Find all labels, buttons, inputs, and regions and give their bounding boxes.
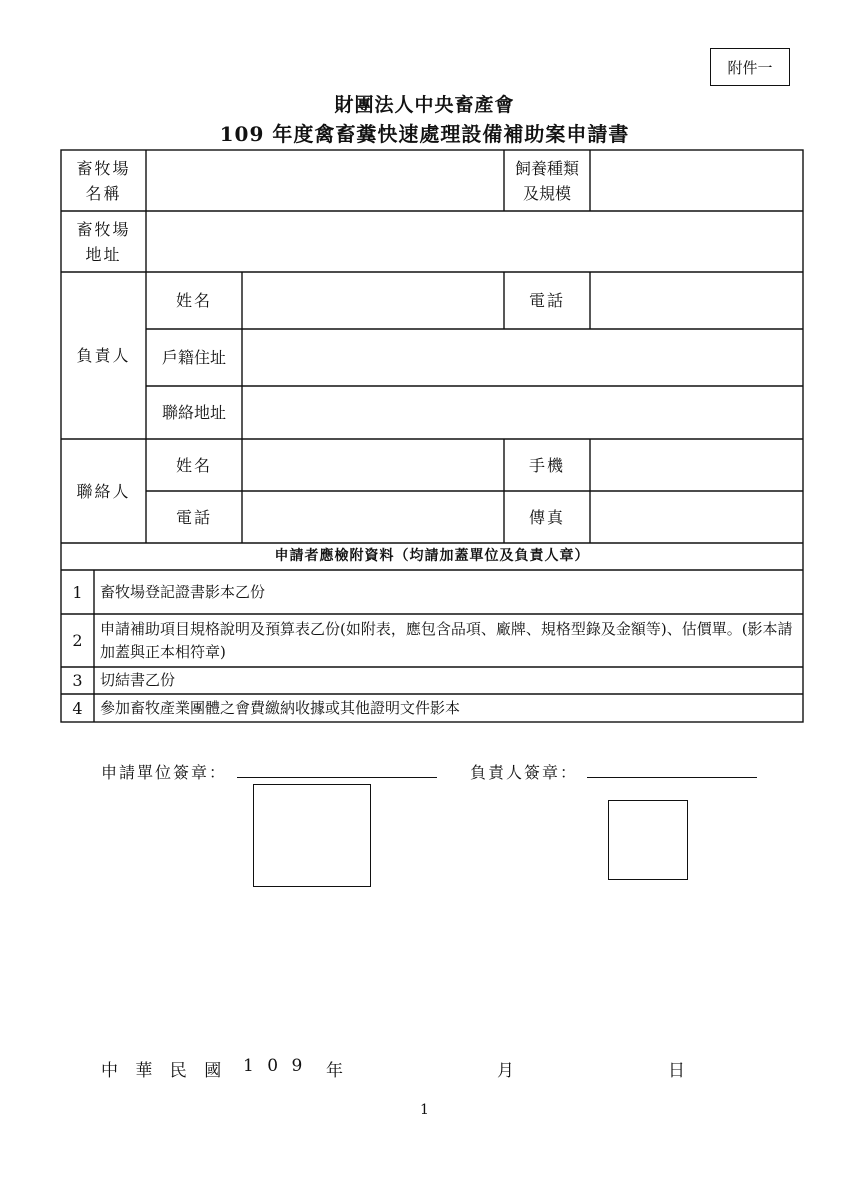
owner-signature-label: 負責人簽章： bbox=[470, 763, 579, 782]
farm-name-field[interactable] bbox=[146, 150, 504, 211]
contact-fax-field[interactable] bbox=[590, 491, 803, 543]
farm-address-label: 畜牧場 地址 bbox=[76, 219, 131, 264]
attachment-item: 申請補助項目規格說明及預算表乙份(如附表，應包含品項、廠牌、規格型錄及金額等)、估價單。(影本請加蓋與正本相符章) bbox=[100, 619, 793, 661]
date-year: 1 0 9 bbox=[243, 1056, 307, 1076]
attachment-number: 2 bbox=[72, 631, 83, 650]
attachment-number: 3 bbox=[72, 671, 83, 690]
contact-phone-label: 電話 bbox=[175, 507, 212, 527]
date-day-suffix: 日 bbox=[668, 1061, 685, 1081]
owner-household-address-label: 戶籍住址 bbox=[161, 348, 226, 367]
attachment-item: 切結書乙份 bbox=[100, 671, 176, 689]
contact-name-field[interactable] bbox=[242, 439, 504, 491]
breed-scale-field[interactable] bbox=[590, 150, 803, 211]
date-era: 中 華 民 國 bbox=[101, 1061, 228, 1081]
annex-label: 附件一 bbox=[710, 48, 790, 86]
farm-address-field[interactable] bbox=[146, 211, 803, 272]
form-title: 109 年度禽畜糞快速處理設備補助案申請書 bbox=[219, 122, 630, 146]
contact-phone-field[interactable] bbox=[242, 491, 504, 543]
farm-name-label: 畜牧場 名稱 bbox=[76, 158, 131, 203]
attachment-item: 畜牧場登記證書影本乙份 bbox=[100, 582, 266, 601]
contact-fax-label: 傳真 bbox=[528, 507, 565, 527]
contact-name-label: 姓名 bbox=[175, 455, 212, 475]
owner-contact-address-label: 聯絡地址 bbox=[161, 403, 226, 422]
attachments-heading: 申請者應檢附資料（均請加蓋單位及負責人章） bbox=[274, 548, 590, 564]
owner-stamp-box[interactable] bbox=[608, 800, 688, 880]
attachment-item: 參加畜牧產業團體之會費繳納收據或其他證明文件影本 bbox=[100, 698, 461, 717]
contact-mobile-field[interactable] bbox=[590, 439, 803, 491]
date-month-suffix: 月 bbox=[497, 1061, 514, 1081]
owner-name-field[interactable] bbox=[242, 272, 504, 329]
owner-name-label: 姓名 bbox=[175, 291, 212, 310]
date-year-suffix: 年 bbox=[326, 1061, 343, 1081]
owner-signature-line[interactable] bbox=[587, 777, 757, 778]
attachment-number: 1 bbox=[72, 582, 83, 602]
unit-signature-line[interactable] bbox=[237, 777, 437, 778]
owner-contact-address-field[interactable] bbox=[242, 386, 803, 439]
contact-label: 聯絡人 bbox=[76, 481, 131, 501]
organization-title: 財團法人中央畜產會 bbox=[334, 94, 515, 116]
contact-mobile-label: 手機 bbox=[528, 455, 565, 475]
owner-phone-field[interactable] bbox=[590, 272, 803, 329]
unit-signature-label: 申請單位簽章： bbox=[101, 763, 228, 782]
owner-household-address-field[interactable] bbox=[242, 329, 803, 386]
breed-scale-label: 飼養種類 及規模 bbox=[514, 158, 579, 203]
attachment-number: 4 bbox=[72, 698, 83, 718]
page-number: 1 bbox=[420, 1102, 429, 1118]
owner-phone-label: 電話 bbox=[528, 291, 565, 310]
owner-label: 負責人 bbox=[76, 346, 131, 365]
unit-stamp-box[interactable] bbox=[253, 784, 371, 887]
